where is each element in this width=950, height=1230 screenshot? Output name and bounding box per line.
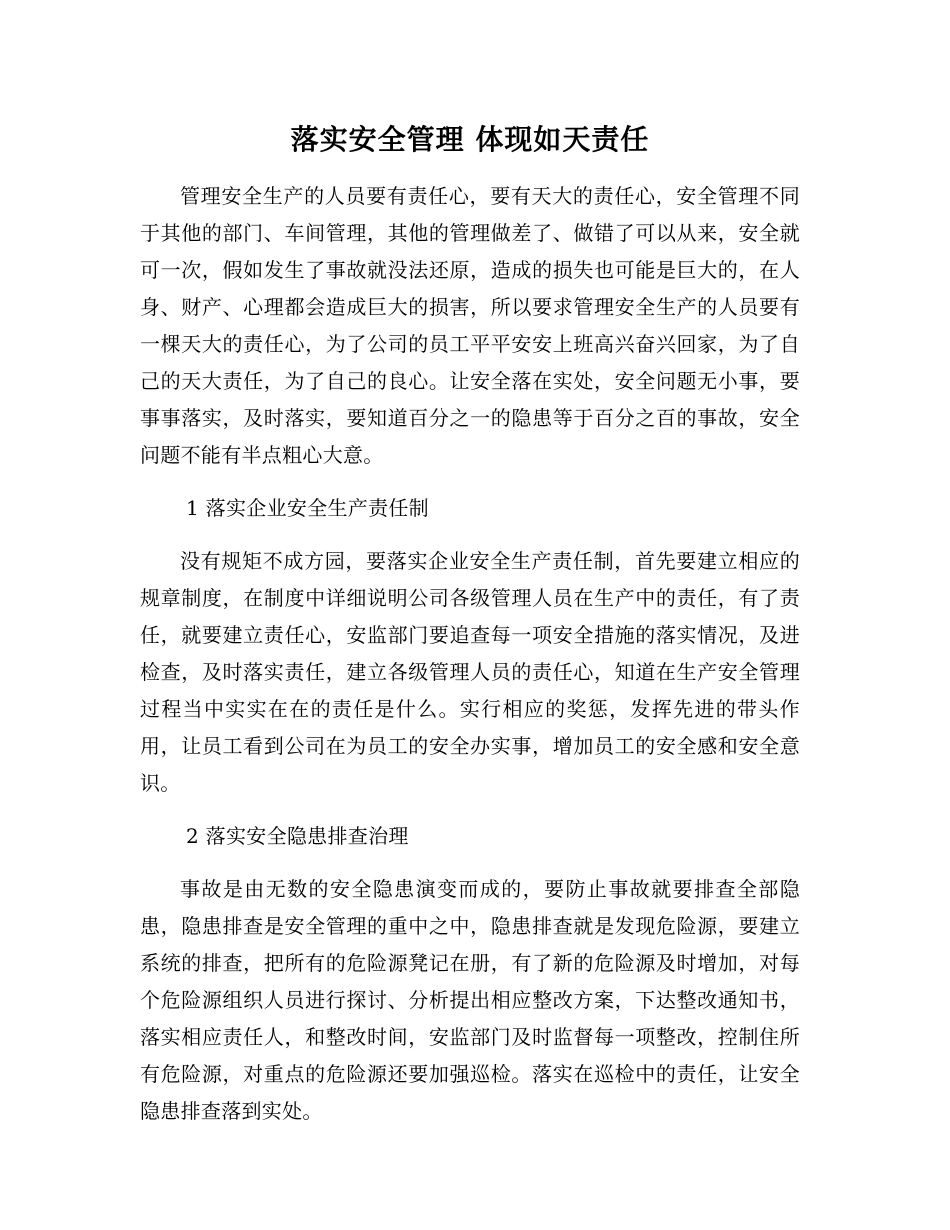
intro-paragraph: 管理安全生产的人员要有责任心，要有天大的责任心，安全管理不同于其他的部门、车间管理，其他的管理做差了、做错了可以从来，安全就可一次，假如发生了事故就没法还原，造成的损失也可能是巨大的，在人身、财产、心理都会造成巨大的损害，所以要求管理安全生产的人员要有一棵天大的责任心，为了公司的员工平平安安上班高兴奋兴回家，为了自己的天大责任，为了自己的良心。让安全落在实处，安全问题无小事，要事事落实，及时落实，要知道百分之一的隐患等于百分之百的事故，安全问题不能有半点粗心大意。 bbox=[140, 184, 800, 467]
section-body-2: 事故是由无数的安全隐患演变而成的，要防止事故就要排查全部隐患，隐患排查是安全管理的重中之中，隐患排查就是发现危险源，要建立系统的排查，把所有的危险源凳记在册，有了新的危险源及时增加，对每个危险源组织人员进行探讨、分析提出相应整改方案，下达整改通知书，落实相应责任人，和整改时间，安监部门及时监督每一项整改，控制住所有危险源，对重点的危险源还要加强巡检。落实在巡检中的责任，让安全隐患排查落到实处。 bbox=[140, 877, 800, 1123]
section-heading-1: 1 落实企业安全生产责任制 bbox=[186, 496, 429, 520]
section-body-1: 没有规矩不成方园，要落实企业安全生产责任制，首先要建立相应的规章制度，在制度中详细说明公司各级管理人员在生产中的责任，有了责任，就要建立责任心，安监部门要追查每一项安全措施的落实情况，及进检查，及时落实责任，建立各级管理人员的责任心，知道在生产安全管理过程当中实实在在的责任是什么。实行相应的奖惩，发挥先进的带头作用，让员工看到公司在为员工的安全办实事，增加员工的安全感和安全意识。 bbox=[140, 549, 800, 795]
document-title: 落实安全管理 体现如天责任 bbox=[290, 123, 650, 156]
section-heading-2: 2 落实安全隐患排查治理 bbox=[186, 824, 409, 848]
